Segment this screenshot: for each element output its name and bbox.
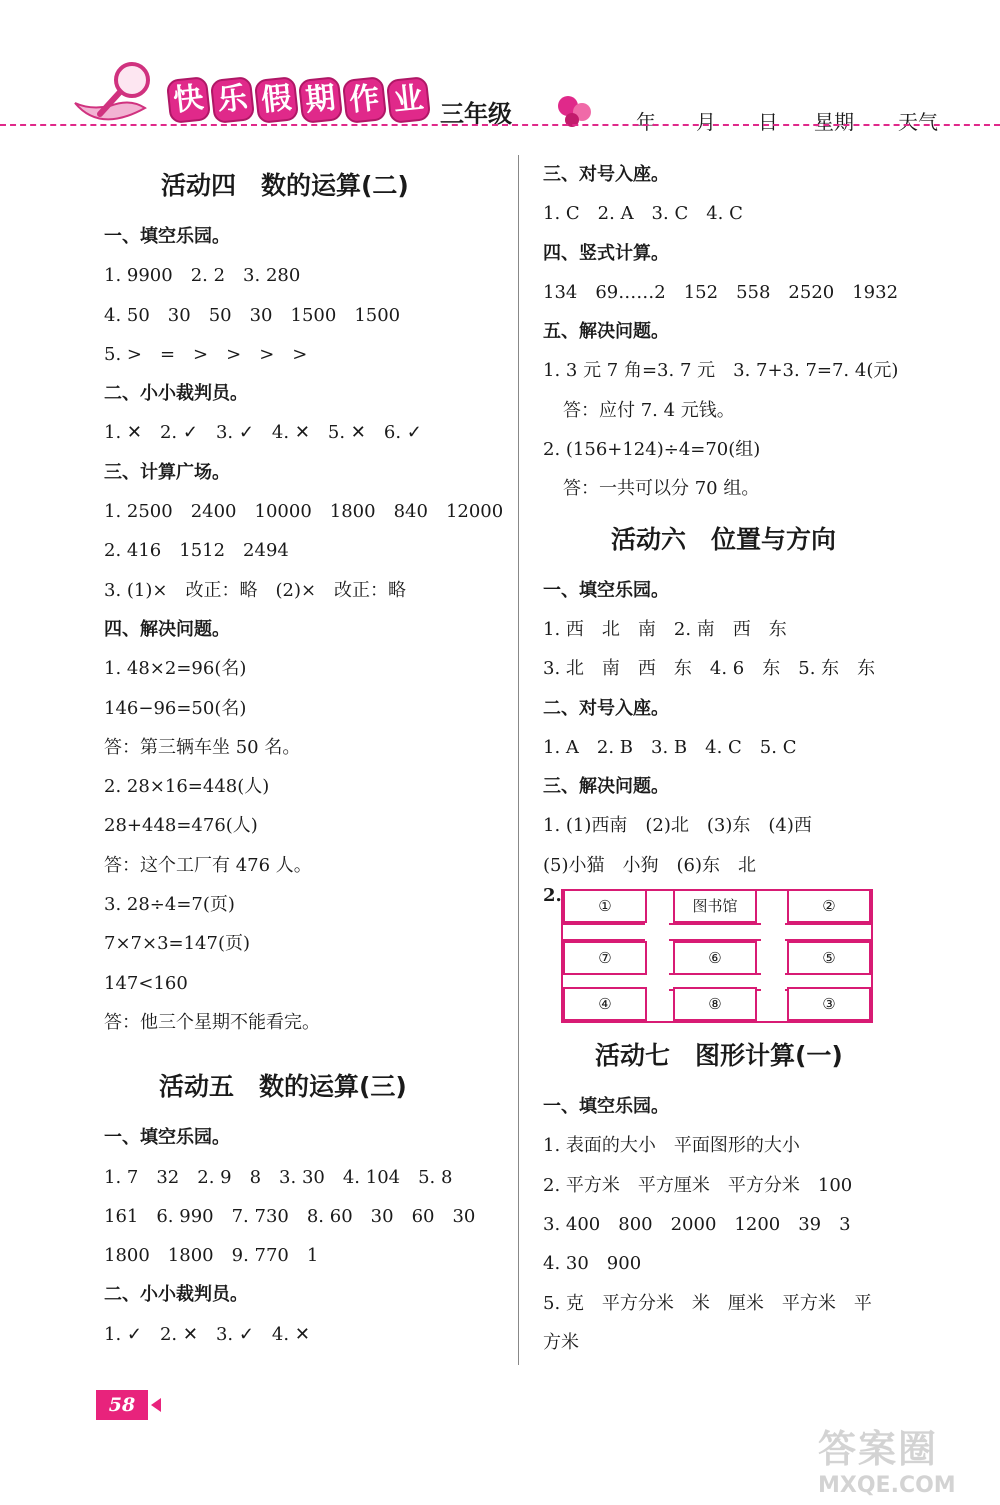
date-field-day: 日 bbox=[758, 110, 778, 134]
left-column bbox=[104, 155, 504, 1354]
answer-line: 1. 西 北 南 2. 南 西 东 bbox=[543, 618, 787, 640]
date-field-month: 月 bbox=[696, 110, 716, 134]
watermark-text: 答案圈 bbox=[818, 1427, 939, 1471]
answer-line: 3. (1)× 改正：略 (2)× 改正：略 bbox=[104, 579, 407, 601]
answer-line: 3. 400 800 2000 1200 39 3 bbox=[543, 1213, 851, 1235]
map-cell: ④ bbox=[563, 987, 647, 1021]
date-field-year: 年 bbox=[636, 110, 656, 134]
activity-5-title: 活动五 数的运算(三) bbox=[159, 1072, 407, 1102]
map-cell: ③ bbox=[787, 987, 871, 1021]
answer-line: 1. 9900 2. 2 3. 280 bbox=[104, 265, 301, 287]
section-heading: 四、解决问题。 bbox=[104, 618, 230, 640]
answer-line: 7×7×3=147(页) bbox=[104, 933, 251, 955]
map-cell: ② bbox=[787, 889, 871, 923]
section-heading: 一、填空乐园。 bbox=[104, 1127, 230, 1149]
section-heading: 二、小小裁判员。 bbox=[104, 1284, 248, 1306]
activity-6-title: 活动六 位置与方向 bbox=[611, 524, 837, 554]
map-road-vertical bbox=[645, 891, 669, 1021]
answer-line: 2. 平方米 平方厘米 平方分米 100 bbox=[543, 1174, 853, 1196]
date-field-weather: 天气 bbox=[898, 110, 938, 134]
answer-line: 1. C 2. A 3. C 4. C bbox=[543, 203, 743, 225]
header-divider bbox=[0, 124, 1000, 126]
answer-line: 答：他三个星期不能看完。 bbox=[104, 1011, 320, 1033]
section-heading: 二、小小裁判员。 bbox=[104, 383, 248, 405]
answer-line: 1. 48×2=96(名) bbox=[104, 658, 247, 680]
answer-line: 147<160 bbox=[104, 972, 188, 994]
magnifier-logo-icon bbox=[70, 58, 170, 133]
answer-line: 1. 3 元 7 角=3. 7 元 3. 7+3. 7=7. 4(元) bbox=[543, 360, 899, 382]
answer-line: 146−96=50(名) bbox=[104, 697, 247, 719]
map-road-horizontal bbox=[563, 923, 871, 941]
map-cell: ⑤ bbox=[787, 941, 871, 975]
map-question-number: 2. bbox=[543, 885, 562, 907]
page-header bbox=[0, 0, 1000, 140]
brand-char: 业 bbox=[386, 76, 431, 124]
map-answer bbox=[543, 885, 963, 1025]
answer-line: 1. 表面的大小 平面图形的大小 bbox=[543, 1135, 800, 1157]
answer-line: 2. 28×16=448(人) bbox=[104, 776, 270, 798]
page-number: 58 bbox=[96, 1390, 148, 1420]
brand-char: 乐 bbox=[210, 76, 255, 124]
answer-line: 4. 50 30 50 30 1500 1500 bbox=[104, 304, 401, 326]
answer-line: 1. 2500 2400 10000 1800 840 12000 bbox=[104, 501, 504, 523]
answer-line: 1. ✕ 2. ✓ 3. ✓ 4. ✕ 5. ✕ 6. ✓ bbox=[104, 422, 422, 444]
brand-title bbox=[168, 78, 429, 122]
answer-line: 方米 bbox=[543, 1331, 579, 1353]
brand-char: 快 bbox=[166, 76, 211, 124]
section-heading: 三、对号入座。 bbox=[543, 164, 669, 185]
answer-line: 答：一共可以分 70 组。 bbox=[563, 478, 760, 500]
map-cell-library: 图书馆 bbox=[673, 889, 757, 923]
answer-line: 5. 克 平方分米 米 厘米 平方米 平 bbox=[543, 1292, 872, 1314]
answer-line: 答：这个工厂有 476 人。 bbox=[104, 854, 312, 876]
answer-line: 答：第三辆车坐 50 名。 bbox=[104, 736, 301, 758]
answer-line: 2. 416 1512 2494 bbox=[104, 540, 289, 562]
column-divider bbox=[518, 155, 519, 1365]
map-diagram bbox=[561, 889, 873, 1023]
activity-4-title: 活动四 数的运算(二) bbox=[161, 171, 409, 200]
map-cell: ⑦ bbox=[563, 941, 647, 975]
answer-line: 5. > = > > > > bbox=[104, 343, 308, 365]
map-cell: ⑥ bbox=[673, 941, 757, 975]
answer-line: (5)小猫 小狗 (6)东 北 bbox=[543, 854, 756, 876]
section-heading: 五、解决问题。 bbox=[543, 321, 669, 343]
section-heading: 四、竖式计算。 bbox=[543, 242, 669, 264]
page-arrow-icon bbox=[151, 1398, 161, 1412]
balloons-icon bbox=[555, 92, 595, 132]
watermark bbox=[818, 1418, 993, 1500]
map-road-vertical bbox=[761, 891, 785, 1021]
answer-line: 161 6. 990 7. 730 8. 60 30 60 30 bbox=[104, 1205, 476, 1227]
section-heading: 三、计算广场。 bbox=[104, 461, 230, 483]
answer-line: 3. 28÷4=7(页) bbox=[104, 894, 235, 916]
answer-line: 3. 北 南 西 东 4. 6 东 5. 东 东 bbox=[543, 658, 876, 680]
brand-char: 假 bbox=[254, 76, 299, 124]
answer-line: 4. 30 900 bbox=[543, 1253, 642, 1275]
watermark-url: MXQE.COM bbox=[818, 1473, 956, 1498]
date-field-weekday: 星期 bbox=[814, 110, 854, 134]
answer-line: 28+448=476(人) bbox=[104, 815, 258, 837]
answer-line: 2. (156+124)÷4=70(组) bbox=[543, 439, 761, 461]
date-fields bbox=[636, 106, 958, 135]
brand-char: 作 bbox=[342, 76, 387, 124]
section-heading: 一、填空乐园。 bbox=[543, 1096, 669, 1118]
section-heading: 二、对号入座。 bbox=[543, 697, 669, 719]
answer-line: 134 69……2 152 558 2520 1932 bbox=[543, 281, 899, 303]
answer-line: 1. ✓ 2. ✕ 3. ✓ 4. ✕ bbox=[104, 1323, 310, 1345]
section-heading: 一、填空乐园。 bbox=[104, 226, 230, 247]
answer-line: 1. (1)西南 (2)北 (3)东 (4)西 bbox=[543, 815, 812, 837]
answer-line: 1. 7 32 2. 9 8 3. 30 4. 104 5. 8 bbox=[104, 1166, 453, 1188]
section-heading: 一、填空乐园。 bbox=[543, 579, 669, 601]
answer-line: 1800 1800 9. 770 1 bbox=[104, 1245, 319, 1267]
brand-char: 期 bbox=[298, 76, 343, 124]
section-heading: 三、解决问题。 bbox=[543, 776, 669, 798]
map-cell: ① bbox=[563, 889, 647, 923]
answer-line: 1. A 2. B 3. B 4. C 5. C bbox=[543, 736, 797, 758]
right-column bbox=[543, 155, 963, 1362]
grade-label: 三年级 bbox=[440, 100, 512, 128]
answer-line: 答：应付 7. 4 元钱。 bbox=[563, 399, 735, 421]
activity-7-title: 活动七 图形计算(一) bbox=[595, 1041, 843, 1071]
map-cell: ⑧ bbox=[673, 987, 757, 1021]
